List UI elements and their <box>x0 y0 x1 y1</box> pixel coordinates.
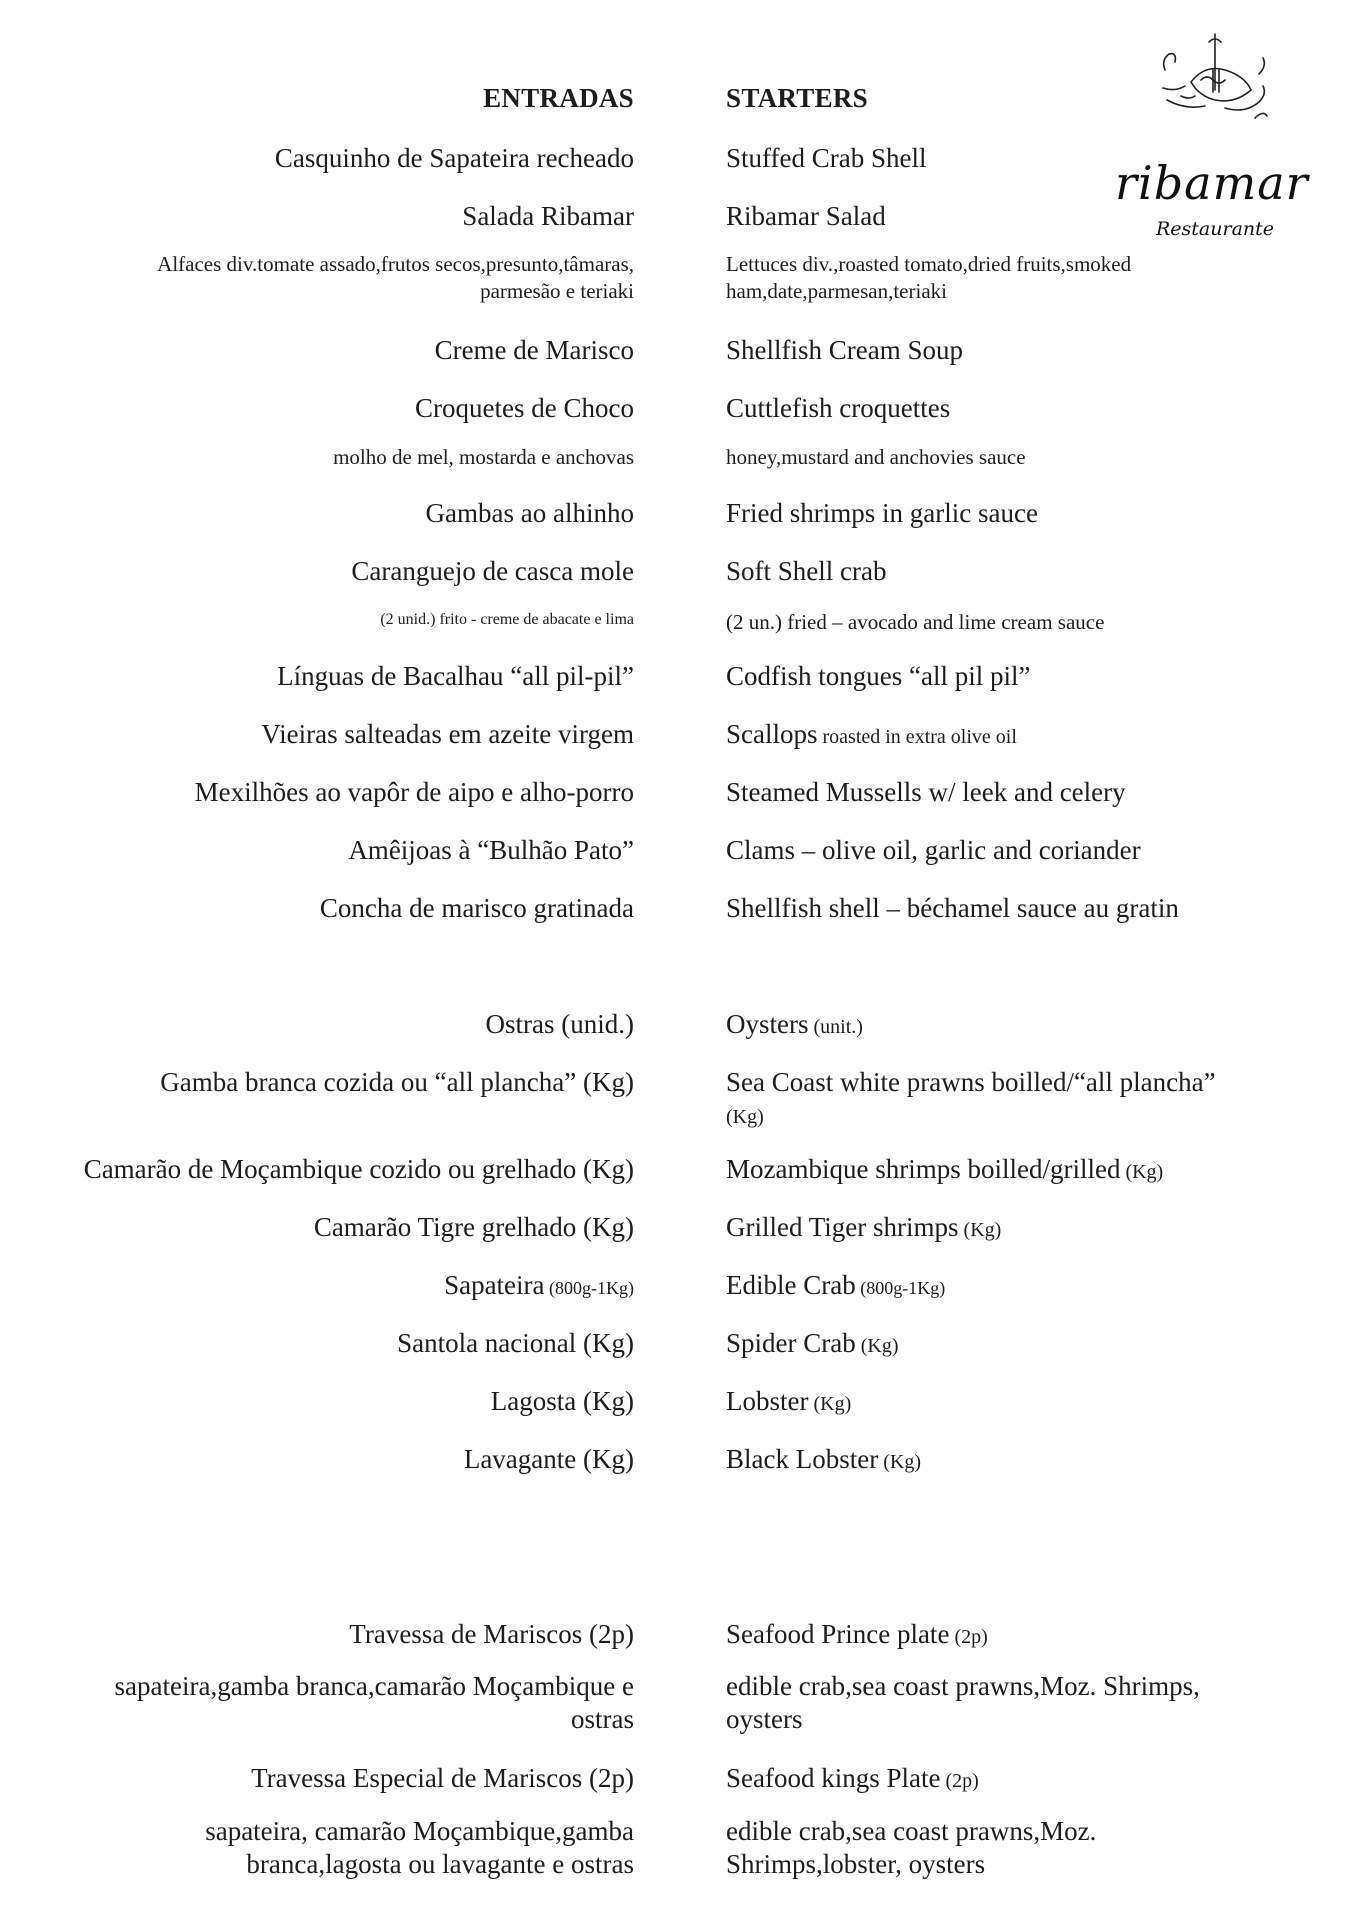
item-name-en: Stuffed Crab Shell <box>726 143 927 173</box>
item-desc-en: edible crab,sea coast prawns,Moz. Shrimps, oysters <box>726 1671 1200 1734</box>
item-name-pt: Camarão Tigre grelhado (Kg) <box>313 1212 634 1242</box>
item-name-en: Oysters (unit.) <box>726 1009 863 1039</box>
item-name-pt: Travessa Especial de Mariscos (2p) <box>251 1763 634 1793</box>
item-name-pt: Croquetes de Choco <box>415 393 634 423</box>
item-name-en: Seafood Prince plate (2p) <box>726 1619 988 1649</box>
item-name-pt: Gamba branca cozida ou “all plancha” (Kg) <box>160 1067 634 1097</box>
item-desc-en: edible crab,sea coast prawns,Moz. Shrimps,lobster, oysters <box>726 1816 1097 1879</box>
item-name-pt: Concha de marisco gratinada <box>319 893 634 923</box>
item-name-pt: Sapateira (800g-1Kg) <box>444 1270 634 1300</box>
item-name-pt: Caranguejo de casca mole <box>351 556 634 586</box>
item-name-pt: Creme de Marisco <box>434 335 634 365</box>
item-name-en: Shellfish shell – béchamel sauce au gratin <box>726 893 1179 923</box>
item-name-en: Cuttlefish croquettes <box>726 393 951 423</box>
item-name-pt: Santola nacional (Kg) <box>397 1328 634 1358</box>
item-name-pt: Vieiras salteadas em azeite virgem <box>261 719 634 749</box>
item-name-en: Edible Crab (800g-1Kg) <box>726 1270 946 1300</box>
item-name-pt: Gambas ao alhinho <box>425 498 634 528</box>
logo-subtitle: Restaurante <box>1155 218 1275 240</box>
seafood-illustration-icon <box>1155 30 1275 130</box>
item-name-en: Lobster (Kg) <box>726 1386 852 1416</box>
item-name-en: Sea Coast white prawns boilled/“all plancha” (Kg) <box>726 1067 1216 1128</box>
item-desc-en: honey,mustard and anchovies sauce <box>726 445 1026 469</box>
item-name-en: Mozambique shrimps boilled/grilled (Kg) <box>726 1154 1164 1184</box>
item-name-en: Codfish tongues “all pil pil” <box>726 661 1031 691</box>
item-name-pt: Travessa de Mariscos (2p) <box>349 1619 634 1649</box>
item-name-pt: Ostras (unid.) <box>485 1009 634 1039</box>
item-name-pt: Amêijoas à “Bulhão Pato” <box>348 835 634 865</box>
item-name-pt: Lagosta (Kg) <box>490 1386 634 1416</box>
item-name-pt: Casquinho de Sapateira recheado <box>274 143 634 173</box>
item-name-pt: Camarão de Moçambique cozido ou grelhado (Kg) <box>83 1154 634 1184</box>
item-name-en: Shellfish Cream Soup <box>726 335 963 365</box>
item-desc-en: Lettuces div.,roasted tomato,dried fruits,smoked ham,date,parmesan,teriaki <box>726 252 1132 303</box>
item-desc-pt: Alfaces div.tomate assado,frutos secos,presunto,tâmaras, parmesão e teriaki <box>157 252 634 303</box>
item-name-en: Black Lobster (Kg) <box>726 1444 921 1474</box>
item-desc-pt: molho de mel, mostarda e anchovas <box>333 445 634 469</box>
item-desc-pt: (2 unid.) frito - creme de abacate e lima <box>380 611 634 628</box>
item-name-en: Ribamar Salad <box>726 201 886 231</box>
item-name-pt: Línguas de Bacalhau “all pil-pil” <box>277 661 634 691</box>
item-name-en: Grilled Tiger shrimps (Kg) <box>726 1212 1002 1242</box>
item-name-pt: Salada Ribamar <box>462 201 634 231</box>
item-desc-en: (2 un.) fried – avocado and lime cream sauce <box>726 610 1105 634</box>
logo-wordmark: ribamar <box>1115 156 1309 210</box>
header-english: STARTERS <box>726 83 869 113</box>
item-name-en: Clams – olive oil, garlic and coriander <box>726 835 1141 865</box>
item-name-en: Steamed Mussells w/ leek and celery <box>726 777 1126 807</box>
item-name-pt: Lavagante (Kg) <box>463 1444 634 1474</box>
item-name-en: Seafood kings Plate (2p) <box>726 1763 979 1793</box>
header-portuguese: ENTRADAS <box>483 83 634 113</box>
item-name-pt: Mexilhões ao vapôr de aipo e alho-porro <box>194 777 634 807</box>
item-name-en: Fried shrimps in garlic sauce <box>726 498 1038 528</box>
item-name-en: Soft Shell crab <box>726 556 887 586</box>
item-desc-pt: sapateira, camarão Moçambique,gamba branca,lagosta ou lavagante e ostras <box>205 1816 634 1879</box>
item-desc-pt: sapateira,gamba branca,camarão Moçambique e ostras <box>114 1671 634 1734</box>
item-name-en: Scallops roasted in extra olive oil <box>726 719 1017 749</box>
item-name-en: Spider Crab (Kg) <box>726 1328 899 1358</box>
